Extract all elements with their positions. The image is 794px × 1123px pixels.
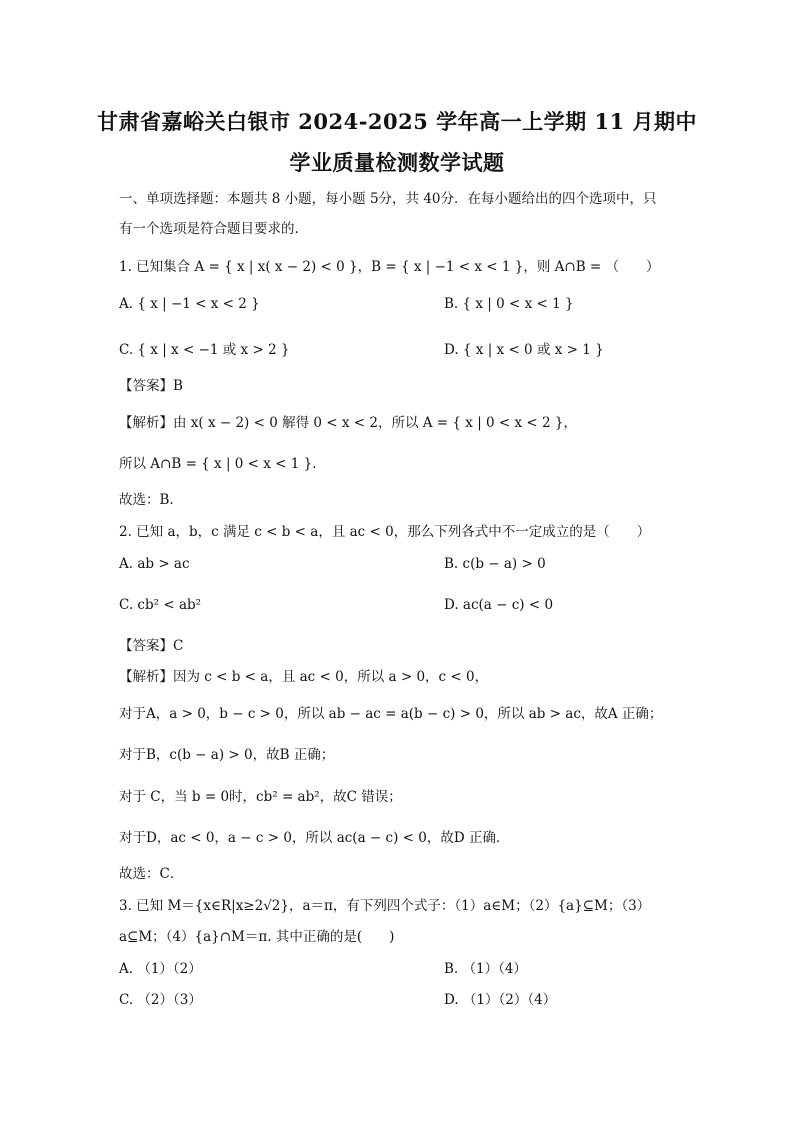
title-line-1: 甘肃省嘉峪关白银市 2024-2025 学年高一上学期 11 月期中: [96, 109, 698, 134]
q1-analysis-2: 所以 A∩B = { x | 0 < x < 1 }.: [119, 456, 317, 472]
q3-option-d: D. （1）（2）（4）: [444, 992, 557, 1008]
q1-option-d: D. { x | x < 0 或 x > 1 }: [444, 342, 604, 358]
q3-option-b: B. （1）（4）: [444, 961, 527, 977]
q2-option-a: A. ab > ac: [119, 556, 190, 572]
section-heading-line-1: 一、单项选择题：本题共 8 小题，每小题 5分，共 40分．在每小题给出的四个选项中，只: [119, 191, 657, 207]
q2-conclusion: 故选：C．: [119, 866, 184, 882]
q2-analysis-2: 对于A，a > 0，b − c > 0，所以 ab − ac = a(b − c) > 0，所以 ab > ac，故A 正确；: [119, 706, 663, 722]
q2-option-c: C. cb² < ab²: [119, 597, 202, 613]
q3-option-c: C. （2）（3）: [119, 992, 202, 1008]
q1-option-c: C. { x | x < −1 或 x > 2 }: [119, 342, 290, 358]
q1-option-b: B. { x | 0 < x < 1 }: [444, 296, 574, 312]
q1-answer: 【答案】B: [119, 378, 183, 394]
q2-answer: 【答案】C: [119, 638, 184, 654]
q1-conclusion: 故选：B.: [119, 492, 174, 508]
q3-option-a: A. （1）（2）: [119, 961, 202, 977]
q2-stem: 2. 已知 a，b，c 满足 c < b < a，且 ac < 0，那么下列各式中不一定成立的是（ ）: [119, 524, 651, 540]
q2-analysis-4: 对于 C，当 b = 0时，cb² = ab²，故C 错误；: [119, 789, 402, 805]
title-line-2: 学业质量检测数学试题: [289, 150, 505, 175]
q3-stem-line-1: 3. 已知 M＝{x∈R|x≥2√2}，a＝π，有下列四个式子：（1）a∈M；（2）{a}⊆M；（3）: [119, 898, 651, 914]
q2-analysis-3: 对于B，c(b − a) > 0，故B 正确；: [119, 747, 335, 763]
q3-stem-line-2: a⊆M；（4）{a}∩M＝π. 其中正确的是( ): [119, 929, 395, 945]
q1-option-a: A. { x | −1 < x < 2 }: [119, 296, 260, 312]
q2-analysis-5: 对于D，ac < 0，a − c > 0，所以 ac(a − c) < 0，故D 正确．: [119, 830, 510, 846]
section-heading-line-2: 有一个选项是符合题目要求的.: [119, 221, 299, 237]
q2-option-d: D. ac(a − c) < 0: [444, 597, 554, 613]
q1-stem: 1. 已知集合 A = { x | x( x − 2) < 0 }，B = { x | −1 < x < 1 }，则 A∩B = （ ）: [119, 259, 660, 275]
q1-analysis-1: 【解析】由 x( x − 2) < 0 解得 0 < x < 2，所以 A = { x | 0 < x < 2 }，: [119, 415, 577, 431]
q2-analysis-1: 【解析】因为 c < b < a，且 ac < 0，所以 a > 0，c < 0，: [119, 669, 489, 685]
q2-option-b: B. c(b − a) > 0: [444, 556, 546, 572]
